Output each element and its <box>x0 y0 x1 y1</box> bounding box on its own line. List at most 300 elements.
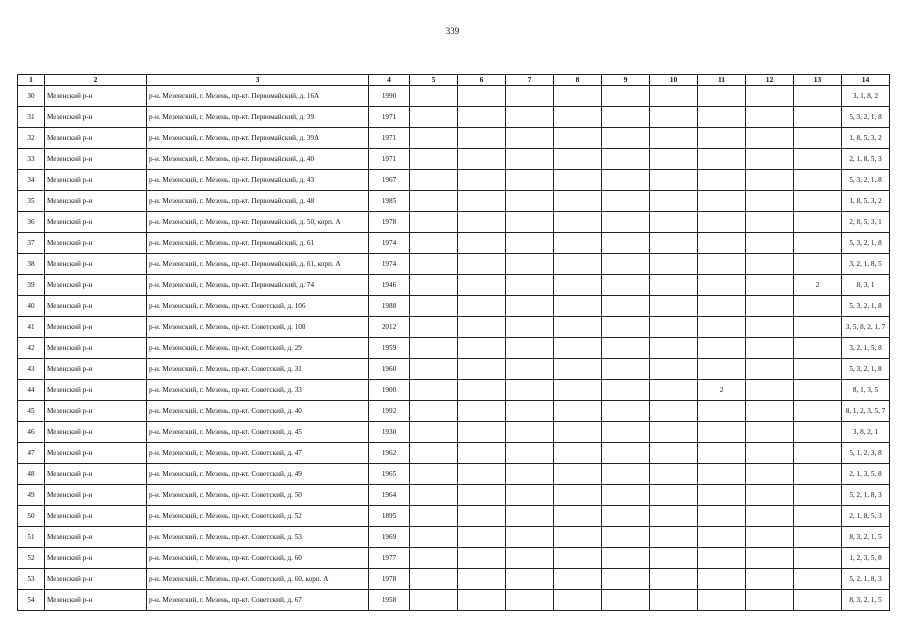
col12-cell <box>746 485 794 506</box>
col5-cell <box>410 590 458 611</box>
col6-cell <box>458 86 506 107</box>
column-header-3: 3 <box>147 75 369 86</box>
col5-cell <box>410 191 458 212</box>
row-number: 34 <box>18 170 45 191</box>
year-cell: 1946 <box>369 275 410 296</box>
table-row <box>18 86 890 107</box>
col5-cell <box>410 128 458 149</box>
table-row <box>18 380 890 401</box>
col6-cell <box>458 275 506 296</box>
col13-cell <box>794 128 842 149</box>
address-cell: р-н. Мезенский, г. Мезень, пр-кт. Первомайский, д. 61 <box>147 233 369 254</box>
col7-cell <box>506 569 554 590</box>
col9-cell <box>602 107 650 128</box>
col11-cell <box>698 401 746 422</box>
table-row <box>18 233 890 254</box>
col5-cell <box>410 485 458 506</box>
col6-cell <box>458 485 506 506</box>
col8-cell <box>554 254 602 275</box>
col7-cell <box>506 443 554 464</box>
col6-cell <box>458 422 506 443</box>
col11-cell <box>698 506 746 527</box>
col5-cell <box>410 548 458 569</box>
col14-cell: 2, 1, 3, 5, 8 <box>842 464 890 485</box>
col14-cell: 3, 2, 1, 8, 5 <box>842 254 890 275</box>
col14-cell: 5, 2, 1, 8, 3 <box>842 485 890 506</box>
table-row <box>18 296 890 317</box>
col9-cell <box>602 254 650 275</box>
row-number: 51 <box>18 527 45 548</box>
district-cell: Мезенский р-н <box>45 233 147 254</box>
col13-cell <box>794 527 842 548</box>
col14-cell: 3, 1, 8, 2 <box>842 86 890 107</box>
col13-cell <box>794 338 842 359</box>
col14-cell: 8, 1, 3, 5 <box>842 380 890 401</box>
col9-cell <box>602 443 650 464</box>
col9-cell <box>602 590 650 611</box>
row-number: 47 <box>18 443 45 464</box>
row-number: 41 <box>18 317 45 338</box>
col14-cell: 8, 3, 1 <box>842 275 890 296</box>
col10-cell <box>650 401 698 422</box>
col14-cell: 3, 2, 1, 5, 8 <box>842 338 890 359</box>
col7-cell <box>506 149 554 170</box>
col10-cell <box>650 506 698 527</box>
col14-cell: 2, 1, 8, 5, 3 <box>842 149 890 170</box>
table-row <box>18 485 890 506</box>
column-header-9: 9 <box>602 75 650 86</box>
row-number: 38 <box>18 254 45 275</box>
col8-cell <box>554 170 602 191</box>
row-number: 49 <box>18 485 45 506</box>
address-cell: р-н. Мезенский, г. Мезень, пр-кт. Советский, д. 29 <box>147 338 369 359</box>
col10-cell <box>650 380 698 401</box>
year-cell: 1978 <box>369 569 410 590</box>
table-row <box>18 506 890 527</box>
col9-cell <box>602 401 650 422</box>
col12-cell <box>746 338 794 359</box>
col8-cell <box>554 380 602 401</box>
year-cell: 1959 <box>369 338 410 359</box>
col9-cell <box>602 275 650 296</box>
col7-cell <box>506 338 554 359</box>
col7-cell <box>506 527 554 548</box>
row-number: 44 <box>18 380 45 401</box>
col6-cell <box>458 380 506 401</box>
header-row <box>18 75 890 86</box>
col7-cell <box>506 275 554 296</box>
column-header-6: 6 <box>458 75 506 86</box>
address-cell: р-н. Мезенский, г. Мезень, пр-кт. Первомайский, д. 16А <box>147 86 369 107</box>
col11-cell <box>698 107 746 128</box>
col14-cell: 5, 3, 2, 1, 8 <box>842 107 890 128</box>
col13-cell <box>794 107 842 128</box>
district-cell: Мезенский р-н <box>45 170 147 191</box>
col9-cell <box>602 464 650 485</box>
col6-cell <box>458 506 506 527</box>
col11-cell <box>698 296 746 317</box>
col5-cell <box>410 149 458 170</box>
col12-cell <box>746 401 794 422</box>
table-row <box>18 527 890 548</box>
col11-cell <box>698 464 746 485</box>
column-header-1: 1 <box>18 75 45 86</box>
col8-cell <box>554 569 602 590</box>
col7-cell <box>506 359 554 380</box>
column-header-14: 14 <box>842 75 890 86</box>
col11-cell <box>698 128 746 149</box>
table-row <box>18 464 890 485</box>
table-row <box>18 401 890 422</box>
col9-cell <box>602 191 650 212</box>
column-header-13: 13 <box>794 75 842 86</box>
year-cell: 1974 <box>369 254 410 275</box>
col5-cell <box>410 506 458 527</box>
row-number: 33 <box>18 149 45 170</box>
col13-cell <box>794 485 842 506</box>
col6-cell <box>458 212 506 233</box>
col9-cell <box>602 128 650 149</box>
col9-cell <box>602 233 650 254</box>
col7-cell <box>506 233 554 254</box>
address-cell: р-н. Мезенский, г. Мезень, пр-кт. Советский, д. 40 <box>147 401 369 422</box>
year-cell: 1971 <box>369 107 410 128</box>
col10-cell <box>650 107 698 128</box>
col6-cell <box>458 317 506 338</box>
col11-cell <box>698 485 746 506</box>
table-row <box>18 338 890 359</box>
col5-cell <box>410 422 458 443</box>
col12-cell <box>746 107 794 128</box>
col12-cell <box>746 170 794 191</box>
col9-cell <box>602 170 650 191</box>
address-cell: р-н. Мезенский, г. Мезень, пр-кт. Первомайский, д. 39 <box>147 107 369 128</box>
row-number: 36 <box>18 212 45 233</box>
col5-cell <box>410 401 458 422</box>
col6-cell <box>458 527 506 548</box>
col8-cell <box>554 275 602 296</box>
col7-cell <box>506 590 554 611</box>
address-cell: р-н. Мезенский, г. Мезень, пр-кт. Первомайский, д. 40 <box>147 149 369 170</box>
col7-cell <box>506 86 554 107</box>
col7-cell <box>506 170 554 191</box>
col7-cell <box>506 191 554 212</box>
col7-cell <box>506 254 554 275</box>
col14-cell: 8, 1, 2, 3, 5, 7 <box>842 401 890 422</box>
col13-cell <box>794 401 842 422</box>
col6-cell <box>458 128 506 149</box>
col9-cell <box>602 149 650 170</box>
col6-cell <box>458 233 506 254</box>
col14-cell: 3, 8, 2, 1 <box>842 422 890 443</box>
col12-cell <box>746 233 794 254</box>
column-header-5: 5 <box>410 75 458 86</box>
district-cell: Мезенский р-н <box>45 191 147 212</box>
col7-cell <box>506 422 554 443</box>
col10-cell <box>650 86 698 107</box>
table-row <box>18 569 890 590</box>
col12-cell <box>746 317 794 338</box>
col7-cell <box>506 401 554 422</box>
col10-cell <box>650 485 698 506</box>
col5-cell <box>410 212 458 233</box>
col11-cell <box>698 275 746 296</box>
col11-cell <box>698 443 746 464</box>
col8-cell <box>554 401 602 422</box>
column-header-11: 11 <box>698 75 746 86</box>
col13-cell <box>794 317 842 338</box>
year-cell: 1977 <box>369 548 410 569</box>
row-number: 52 <box>18 548 45 569</box>
column-header-7: 7 <box>506 75 554 86</box>
row-number: 37 <box>18 233 45 254</box>
col12-cell <box>746 506 794 527</box>
col10-cell <box>650 569 698 590</box>
row-number: 50 <box>18 506 45 527</box>
col10-cell <box>650 233 698 254</box>
col14-cell: 5, 3, 2, 1, 8 <box>842 359 890 380</box>
district-cell: Мезенский р-н <box>45 212 147 233</box>
col14-cell: 1, 8, 5, 3, 2 <box>842 191 890 212</box>
col12-cell <box>746 149 794 170</box>
col12-cell <box>746 296 794 317</box>
col7-cell <box>506 317 554 338</box>
year-cell: 1988 <box>369 296 410 317</box>
year-cell: 1992 <box>369 401 410 422</box>
year-cell: 1964 <box>369 485 410 506</box>
address-cell: р-н. Мезенский, г. Мезень, пр-кт. Советский, д. 52 <box>147 506 369 527</box>
col11-cell <box>698 548 746 569</box>
district-cell: Мезенский р-н <box>45 527 147 548</box>
col5-cell <box>410 296 458 317</box>
col7-cell <box>506 380 554 401</box>
address-cell: р-н. Мезенский, г. Мезень, пр-кт. Советский, д. 50 <box>147 485 369 506</box>
col13-cell <box>794 212 842 233</box>
col11-cell <box>698 527 746 548</box>
col12-cell <box>746 422 794 443</box>
district-cell: Мезенский р-н <box>45 128 147 149</box>
table-row <box>18 191 890 212</box>
district-cell: Мезенский р-н <box>45 485 147 506</box>
table-row <box>18 149 890 170</box>
col14-cell: 2, 8, 5, 3, 1 <box>842 212 890 233</box>
col10-cell <box>650 296 698 317</box>
row-number: 39 <box>18 275 45 296</box>
col11-cell <box>698 590 746 611</box>
col7-cell <box>506 506 554 527</box>
col13-cell <box>794 548 842 569</box>
col13-cell <box>794 170 842 191</box>
row-number: 42 <box>18 338 45 359</box>
col6-cell <box>458 149 506 170</box>
table-row <box>18 359 890 380</box>
col9-cell <box>602 422 650 443</box>
col10-cell <box>650 590 698 611</box>
col10-cell <box>650 317 698 338</box>
col13-cell <box>794 443 842 464</box>
col14-cell: 5, 3, 2, 1, 8 <box>842 170 890 191</box>
col13-cell <box>794 506 842 527</box>
col7-cell <box>506 296 554 317</box>
col6-cell <box>458 170 506 191</box>
district-cell: Мезенский р-н <box>45 338 147 359</box>
col8-cell <box>554 191 602 212</box>
year-cell: 1969 <box>369 527 410 548</box>
address-cell: р-н. Мезенский, г. Мезень, пр-кт. Первомайский, д. 43 <box>147 170 369 191</box>
col10-cell <box>650 254 698 275</box>
col9-cell <box>602 548 650 569</box>
col8-cell <box>554 443 602 464</box>
row-number: 35 <box>18 191 45 212</box>
col10-cell <box>650 275 698 296</box>
col11-cell <box>698 569 746 590</box>
col9-cell <box>602 296 650 317</box>
col5-cell <box>410 338 458 359</box>
col12-cell <box>746 191 794 212</box>
col9-cell <box>602 212 650 233</box>
col10-cell <box>650 527 698 548</box>
year-cell: 1958 <box>369 590 410 611</box>
district-cell: Мезенский р-н <box>45 359 147 380</box>
table-body <box>18 86 890 611</box>
col8-cell <box>554 233 602 254</box>
col13-cell <box>794 86 842 107</box>
col12-cell <box>746 254 794 275</box>
col5-cell <box>410 233 458 254</box>
col6-cell <box>458 254 506 275</box>
year-cell: 1965 <box>369 464 410 485</box>
table-header <box>18 75 890 86</box>
col12-cell <box>746 443 794 464</box>
table-row <box>18 422 890 443</box>
column-header-4: 4 <box>369 75 410 86</box>
col9-cell <box>602 485 650 506</box>
col6-cell <box>458 464 506 485</box>
col13-cell <box>794 380 842 401</box>
table-row <box>18 170 890 191</box>
address-cell: р-н. Мезенский, г. Мезень, пр-кт. Советский, д. 108 <box>147 317 369 338</box>
col5-cell <box>410 359 458 380</box>
column-header-8: 8 <box>554 75 602 86</box>
col6-cell <box>458 548 506 569</box>
table-row <box>18 548 890 569</box>
col7-cell <box>506 548 554 569</box>
col9-cell <box>602 527 650 548</box>
col10-cell <box>650 443 698 464</box>
col10-cell <box>650 191 698 212</box>
col5-cell <box>410 317 458 338</box>
district-cell: Мезенский р-н <box>45 590 147 611</box>
address-cell: р-н. Мезенский, г. Мезень, пр-кт. Советский, д. 60 <box>147 548 369 569</box>
col9-cell <box>602 317 650 338</box>
col12-cell <box>746 569 794 590</box>
col8-cell <box>554 548 602 569</box>
col12-cell <box>746 275 794 296</box>
year-cell: 1971 <box>369 149 410 170</box>
col6-cell <box>458 107 506 128</box>
year-cell: 1960 <box>369 359 410 380</box>
col8-cell <box>554 149 602 170</box>
col12-cell <box>746 86 794 107</box>
col11-cell <box>698 422 746 443</box>
address-cell: р-н. Мезенский, г. Мезень, пр-кт. Первомайский, д. 50, корп. А <box>147 212 369 233</box>
col10-cell <box>650 464 698 485</box>
col8-cell <box>554 464 602 485</box>
col6-cell <box>458 296 506 317</box>
address-cell: р-н. Мезенский, г. Мезень, пр-кт. Советский, д. 49 <box>147 464 369 485</box>
column-header-12: 12 <box>746 75 794 86</box>
row-number: 30 <box>18 86 45 107</box>
row-number: 45 <box>18 401 45 422</box>
col14-cell: 5, 1, 2, 3, 8 <box>842 443 890 464</box>
col9-cell <box>602 380 650 401</box>
col5-cell <box>410 86 458 107</box>
col10-cell <box>650 170 698 191</box>
col6-cell <box>458 191 506 212</box>
row-number: 40 <box>18 296 45 317</box>
col11-cell <box>698 170 746 191</box>
table-row <box>18 212 890 233</box>
year-cell: 1990 <box>369 86 410 107</box>
col14-cell: 1, 8, 5, 3, 2 <box>842 128 890 149</box>
district-cell: Мезенский р-н <box>45 401 147 422</box>
row-number: 54 <box>18 590 45 611</box>
col11-cell <box>698 254 746 275</box>
col11-cell <box>698 338 746 359</box>
col7-cell <box>506 464 554 485</box>
col5-cell <box>410 380 458 401</box>
col13-cell <box>794 464 842 485</box>
col12-cell <box>746 464 794 485</box>
year-cell: 1895 <box>369 506 410 527</box>
col10-cell <box>650 422 698 443</box>
col13-cell <box>794 296 842 317</box>
district-cell: Мезенский р-н <box>45 86 147 107</box>
table-row <box>18 107 890 128</box>
col12-cell <box>746 128 794 149</box>
district-cell: Мезенский р-н <box>45 317 147 338</box>
col11-cell <box>698 212 746 233</box>
district-cell: Мезенский р-н <box>45 548 147 569</box>
col8-cell <box>554 590 602 611</box>
col6-cell <box>458 569 506 590</box>
col7-cell <box>506 107 554 128</box>
row-number: 32 <box>18 128 45 149</box>
col13-cell <box>794 191 842 212</box>
col8-cell <box>554 506 602 527</box>
table-row <box>18 317 890 338</box>
col12-cell <box>746 212 794 233</box>
col5-cell <box>410 464 458 485</box>
col5-cell <box>410 527 458 548</box>
col6-cell <box>458 590 506 611</box>
year-cell: 1930 <box>369 422 410 443</box>
address-cell: р-н. Мезенский, г. Мезень, пр-кт. Первомайский, д. 74 <box>147 275 369 296</box>
column-header-10: 10 <box>650 75 698 86</box>
col13-cell <box>794 254 842 275</box>
col10-cell <box>650 548 698 569</box>
address-cell: р-н. Мезенский, г. Мезень, пр-кт. Советский, д. 60, корп. А <box>147 569 369 590</box>
col8-cell <box>554 296 602 317</box>
col13-cell <box>794 359 842 380</box>
col11-cell <box>698 191 746 212</box>
year-cell: 1985 <box>369 191 410 212</box>
col8-cell <box>554 107 602 128</box>
col14-cell: 5, 2, 1, 8, 3 <box>842 569 890 590</box>
col5-cell <box>410 254 458 275</box>
col11-cell <box>698 317 746 338</box>
row-number: 43 <box>18 359 45 380</box>
